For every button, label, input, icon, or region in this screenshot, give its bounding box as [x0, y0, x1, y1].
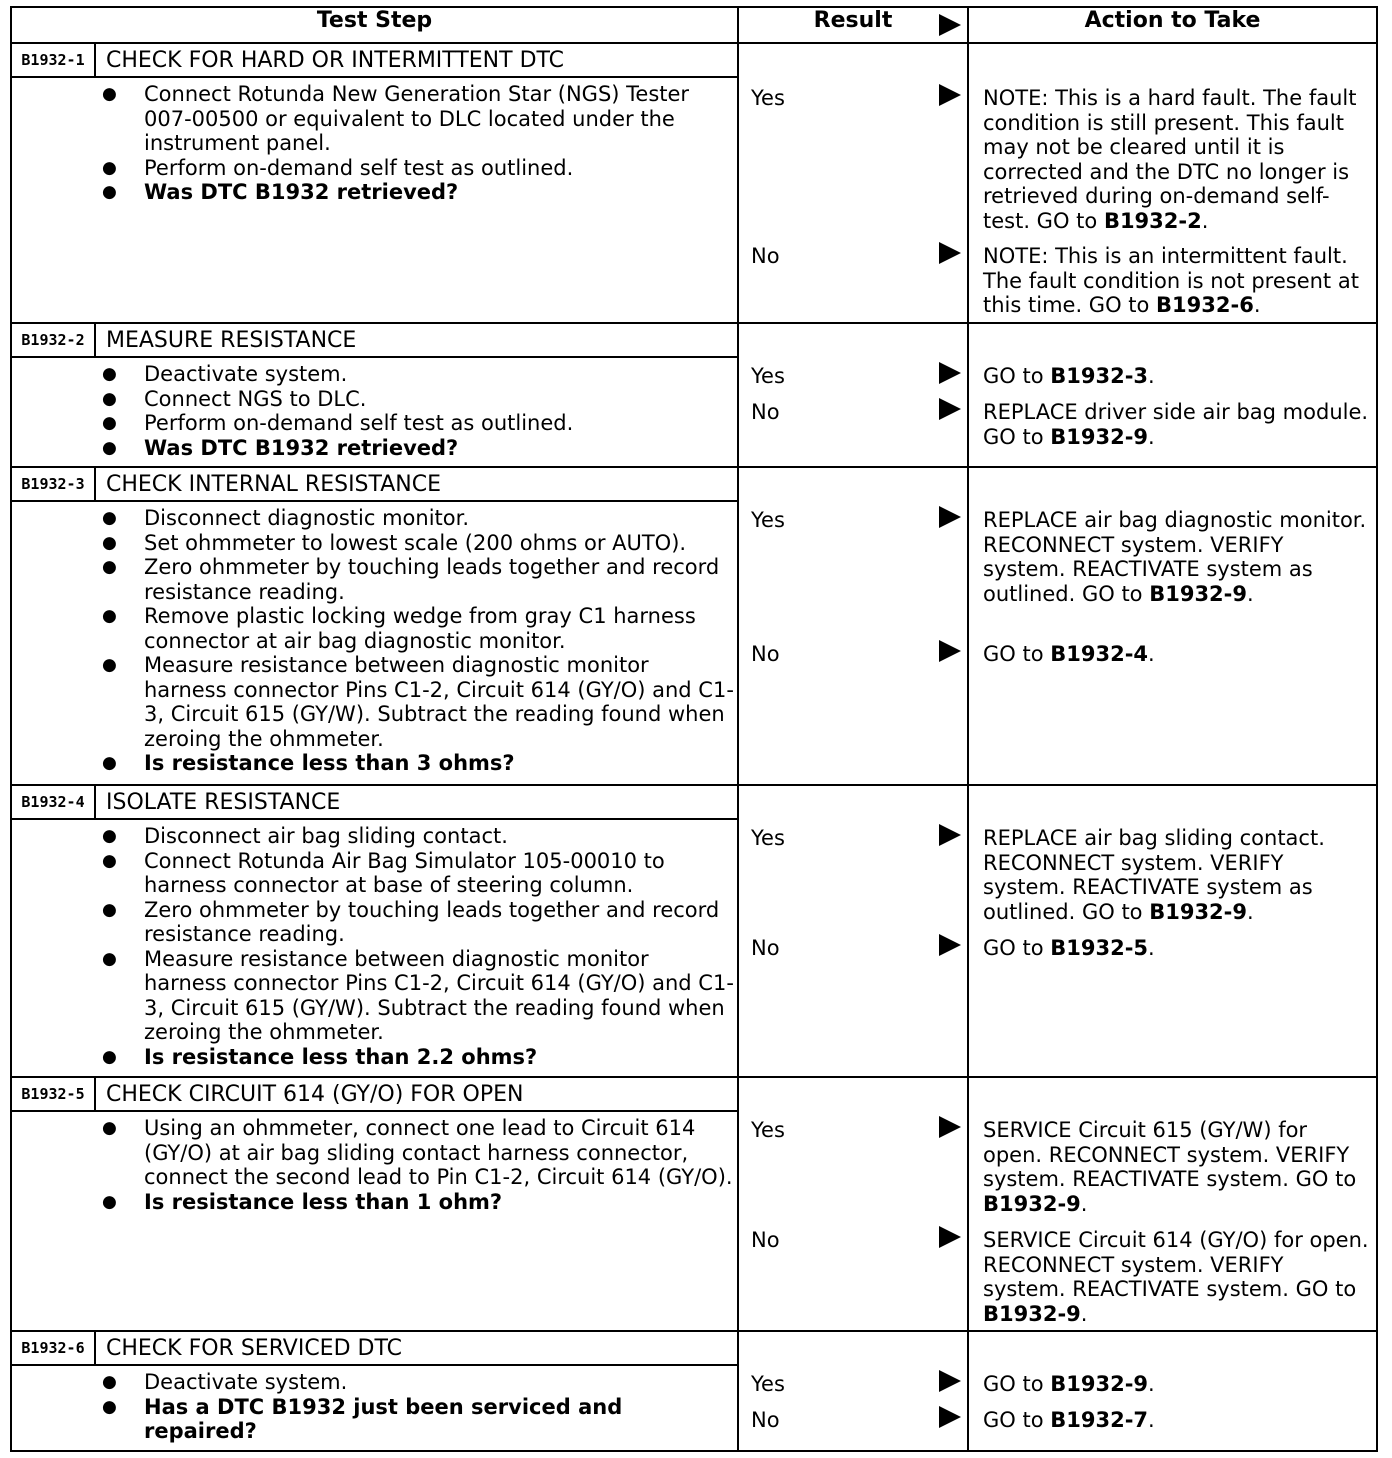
yes-action-text: SERVICE Circuit 615 (GY/W) for open. RECONNECT system. VERIFY system. REACTIVATE system. GO to	[983, 1118, 1357, 1191]
no-goto: B1932-5	[1050, 936, 1149, 960]
bullet-question: ● Is resistance less than 3 ohms?	[102, 751, 737, 776]
yes-action-text: GO to	[983, 364, 1044, 388]
step-bullets	[12, 362, 737, 460]
bullet-item: ● Measure resistance between diagnostic monitor harness connector Pins C1-2, Circuit 614 (GY/O) and C1-3, Circuit 615 (GY/W). Subtract the reading found when zeroing the ohmmeter.	[102, 947, 737, 1045]
result-no: No	[751, 936, 780, 960]
result-cell	[738, 323, 968, 467]
arrow-right-icon	[939, 1116, 961, 1138]
yes-action-text: REPLACE air bag diagnostic monitor. RECONNECT system. VERIFY system. REACTIVATE system as outlined. GO to	[983, 508, 1367, 606]
no-goto: B1932-9	[1050, 424, 1149, 449]
step-title: CHECK FOR SERVICED DTC	[106, 1335, 402, 1361]
diagnostic-table	[10, 6, 1378, 1450]
result-cell	[738, 43, 968, 323]
action-cell	[968, 785, 1377, 1077]
bullet-item: ● Perform on-demand self test as outlined.	[102, 411, 737, 436]
step-row	[11, 1077, 1377, 1331]
yes-goto: B1932-9	[1050, 1372, 1149, 1396]
yes-goto: B1932-9	[983, 1191, 1081, 1216]
no-action-text: GO to	[983, 936, 1044, 960]
yes-action: GO to B1932-3.	[983, 364, 1155, 388]
result-yes: Yes	[751, 826, 785, 850]
bullet-item: ● Connect Rotunda New Generation Star (NGS) Tester 007-00500 or equivalent to DLC located under the instrument panel.	[102, 82, 737, 156]
action-cell	[968, 1077, 1377, 1331]
result-yes: Yes	[751, 364, 785, 388]
bullet-question: ● Was DTC B1932 retrieved?	[102, 180, 737, 205]
no-action: GO to B1932-7.	[983, 1408, 1155, 1432]
step-bullets	[12, 82, 737, 205]
step-row	[11, 785, 1377, 1077]
step-id: B1932-4	[12, 786, 96, 818]
bullet-item: ● Remove plastic locking wedge from gray C1 harness connector at air bag diagnostic monitor.	[102, 604, 737, 653]
result-cell	[738, 1077, 968, 1331]
no-action-text: NOTE: This is an intermittent fault. The fault condition is not present at this time. GO to	[983, 244, 1359, 317]
yes-action-text: GO to	[983, 1372, 1044, 1396]
result-no: No	[751, 1408, 780, 1432]
action-cell	[968, 1331, 1377, 1451]
step-title: MEASURE RESISTANCE	[106, 327, 357, 353]
arrow-right-icon	[939, 14, 961, 36]
yes-action: REPLACE air bag sliding contact. RECONNECT system. VERIFY system. REACTIVATE system as outlined. GO to B1932-9.	[983, 826, 1325, 924]
result-yes: Yes	[751, 1118, 785, 1142]
test-step-cell	[11, 467, 738, 785]
result-no: No	[751, 1228, 780, 1252]
result-no: No	[751, 244, 780, 268]
step-row	[11, 323, 1377, 467]
step-id: B1932-1	[12, 44, 96, 76]
no-action: GO to B1932-5.	[983, 936, 1155, 960]
arrow-right-icon	[939, 824, 961, 846]
step-row	[11, 43, 1377, 323]
bullet-question: ● Has a DTC B1932 just been serviced and repaired?	[102, 1395, 737, 1444]
arrow-right-icon	[939, 934, 961, 956]
bullet-question: ● Is resistance less than 1 ohm?	[102, 1190, 737, 1215]
step-header	[12, 324, 737, 358]
yes-action: NOTE: This is a hard fault. The fault condition is still present. This fault may not be cleared until it is corrected and the DTC no longer is retrieved during on-demand self-test. GO to B1932-2.	[983, 86, 1357, 233]
step-header	[12, 786, 737, 820]
step-title: CHECK CIRCUIT 614 (GY/O) FOR OPEN	[106, 1081, 524, 1107]
header-row	[11, 7, 1377, 43]
no-action: REPLACE driver side air bag module. GO to B1932-9.	[983, 400, 1369, 449]
step-id: B1932-5	[12, 1078, 96, 1110]
no-action: NOTE: This is an intermittent fault. The fault condition is not present at this time. GO to B1932-6.	[983, 244, 1359, 317]
result-yes: Yes	[751, 1372, 785, 1396]
step-header	[12, 1078, 737, 1112]
no-action: GO to B1932-4.	[983, 642, 1155, 666]
no-goto: B1932-6	[1156, 293, 1254, 317]
step-row	[11, 1331, 1377, 1451]
step-header	[12, 1332, 737, 1366]
no-action-text: REPLACE driver side air bag module. GO to	[983, 400, 1369, 449]
result-yes: Yes	[751, 508, 785, 532]
no-goto: B1932-4	[1050, 642, 1149, 666]
result-cell	[738, 1331, 968, 1451]
header-result-label: Result	[813, 8, 893, 33]
bullet-question: ● Is resistance less than 2.2 ohms?	[102, 1045, 737, 1070]
yes-action: GO to B1932-9.	[983, 1372, 1155, 1396]
yes-goto: B1932-9	[1149, 899, 1247, 924]
bullet-item: ● Using an ohmmeter, connect one lead to Circuit 614 (GY/O) at air bag sliding contact harness connector, connect the second lead to Pin C1-2, Circuit 614 (GY/O).	[102, 1116, 737, 1190]
step-bullets	[12, 506, 737, 776]
bullet-item: ● Perform on-demand self test as outlined.	[102, 156, 737, 181]
bullet-item: ● Deactivate system.	[102, 362, 737, 387]
step-row	[11, 467, 1377, 785]
bullet-item: ● Disconnect diagnostic monitor.	[102, 506, 737, 531]
no-goto: B1932-9	[983, 1301, 1081, 1326]
test-step-cell	[11, 323, 738, 467]
yes-goto: B1932-3	[1050, 364, 1149, 388]
step-bullets	[12, 1370, 737, 1444]
yes-action-text: NOTE: This is a hard fault. The fault condition is still present. This fault may not be cleared until it is corrected and the DTC no longer is retrieved during on-demand self-test. GO to	[983, 86, 1357, 233]
arrow-right-icon	[939, 1406, 961, 1428]
action-cell	[968, 323, 1377, 467]
step-id: B1932-3	[12, 468, 96, 500]
yes-goto: B1932-9	[1149, 581, 1247, 606]
no-action-text: SERVICE Circuit 614 (GY/O) for open. RECONNECT system. VERIFY system. REACTIVATE system. GO to	[983, 1228, 1369, 1301]
bullet-item: ● Disconnect air bag sliding contact.	[102, 824, 737, 849]
step-header	[12, 44, 737, 78]
result-cell	[738, 785, 968, 1077]
bullet-item: ● Zero ohmmeter by touching leads together and record resistance reading.	[102, 898, 737, 947]
step-id: B1932-6	[12, 1332, 96, 1364]
arrow-right-icon	[939, 84, 961, 106]
header-test-step: Test Step	[11, 7, 738, 43]
test-step-cell	[11, 1331, 738, 1451]
arrow-right-icon	[939, 1370, 961, 1392]
header-result	[738, 7, 968, 43]
arrow-right-icon	[939, 398, 961, 420]
yes-action: SERVICE Circuit 615 (GY/W) for open. RECONNECT system. VERIFY system. REACTIVATE system. GO to B1932-9.	[983, 1118, 1357, 1216]
step-title: ISOLATE RESISTANCE	[106, 789, 341, 815]
result-no: No	[751, 642, 780, 666]
bullet-question: ● Was DTC B1932 retrieved?	[102, 436, 737, 461]
step-title: CHECK INTERNAL RESISTANCE	[106, 471, 442, 497]
bullet-item: ● Connect NGS to DLC.	[102, 387, 737, 412]
no-action: SERVICE Circuit 614 (GY/O) for open. RECONNECT system. VERIFY system. REACTIVATE system. GO to B1932-9.	[983, 1228, 1369, 1326]
no-action-text: GO to	[983, 642, 1044, 666]
arrow-right-icon	[939, 640, 961, 662]
result-no: No	[751, 400, 780, 424]
arrow-right-icon	[939, 362, 961, 384]
step-title: CHECK FOR HARD OR INTERMITTENT DTC	[106, 47, 565, 73]
bullet-item: ● Deactivate system.	[102, 1370, 737, 1395]
test-step-cell	[11, 785, 738, 1077]
yes-goto: B1932-2	[1103, 208, 1202, 233]
bullet-item: ● Measure resistance between diagnostic monitor harness connector Pins C1-2, Circuit 614 (GY/O) and C1-3, Circuit 615 (GY/W). Subtract the reading found when zeroing the ohmmeter.	[102, 653, 737, 751]
bullet-item: ● Zero ohmmeter by touching leads together and record resistance reading.	[102, 555, 737, 604]
bullet-item: ● Connect Rotunda Air Bag Simulator 105-00010 to harness connector at base of steering column.	[102, 849, 737, 898]
arrow-right-icon	[939, 242, 961, 264]
step-bullets	[12, 1116, 737, 1214]
action-cell	[968, 467, 1377, 785]
test-step-cell	[11, 43, 738, 323]
result-cell	[738, 467, 968, 785]
step-bullets	[12, 824, 737, 1069]
yes-action-text: REPLACE air bag sliding contact. RECONNECT system. VERIFY system. REACTIVATE system as outlined. GO to	[983, 826, 1325, 924]
action-cell	[968, 43, 1377, 323]
result-yes: Yes	[751, 86, 785, 110]
no-goto: B1932-7	[1050, 1408, 1149, 1432]
step-id: B1932-2	[12, 324, 96, 356]
yes-action: REPLACE air bag diagnostic monitor. RECONNECT system. VERIFY system. REACTIVATE system as outlined. GO to B1932-9.	[983, 508, 1367, 606]
no-action-text: GO to	[983, 1408, 1044, 1432]
test-step-cell	[11, 1077, 738, 1331]
arrow-right-icon	[939, 506, 961, 528]
header-action: Action to Take	[968, 7, 1377, 43]
arrow-right-icon	[939, 1226, 961, 1248]
bullet-item: ● Set ohmmeter to lowest scale (200 ohms or AUTO).	[102, 531, 737, 556]
step-header	[12, 468, 737, 502]
